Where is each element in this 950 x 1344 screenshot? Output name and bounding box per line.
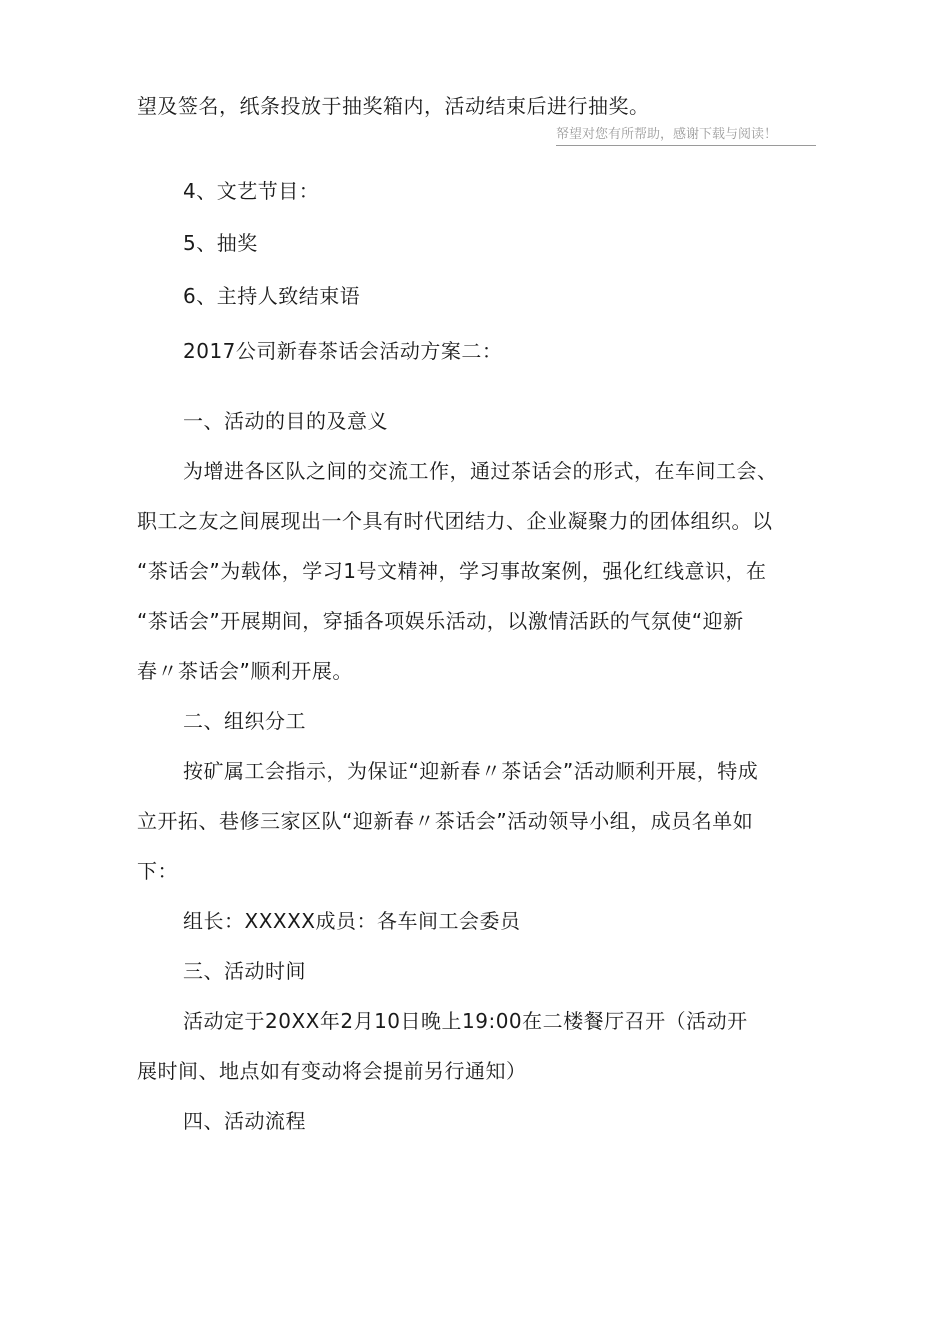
- section1-line-3: “茶话会”为载体，学习1号文精神，学习事故案例，强化红线意识，在: [137, 559, 767, 583]
- list-item-4: 4、文艺节目：: [183, 179, 320, 203]
- section3-heading: 三、活动时间: [183, 959, 306, 983]
- section3-line-2: 展时间、地点如有变动将会提前另行通知）: [137, 1059, 527, 1083]
- section2-line-1: 按矿属工会指示，为保证“迎新春〃茶话会”活动顺利开展，特成: [183, 759, 759, 783]
- section1-line-4: “茶话会”开展期间，穿插各项娱乐活动，以激情活跃的气氛使“迎新: [137, 609, 744, 633]
- section2-line-3: 下：: [137, 859, 178, 883]
- section3-line-1: 活动定于20XX年2月10日晚上19:00在二楼餐厅召开（活动开: [183, 1009, 748, 1033]
- section1-line-2: 职工之友之间展现出一个具有时代团结力、企业凝聚力的团体组织。以: [137, 509, 773, 533]
- continuation-line: 望及签名，纸条投放于抽奖箱内，活动结束后进行抽奖。: [137, 94, 650, 118]
- section4-heading: 四、活动流程: [183, 1109, 306, 1133]
- section2-line-4: 组长：XXXXX成员：各车间工会委员: [183, 909, 521, 933]
- section2-heading: 二、组织分工: [183, 709, 306, 733]
- section1-heading: 一、活动的目的及意义: [183, 409, 388, 433]
- list-item-6: 6、主持人致结束语: [183, 284, 361, 308]
- watermark-text: 帑望对您有所帮助，感谢下载与阅读！: [556, 126, 816, 146]
- plan-title: 2017公司新春茶话会活动方案二：: [183, 339, 503, 363]
- section2-line-2: 立开拓、巷修三家区队“迎新春〃茶话会”活动领导小组，成员名单如: [137, 809, 754, 833]
- list-item-5: 5、抽奖: [183, 231, 258, 255]
- section1-line-1: 为增进各区队之间的交流工作，通过茶话会的形式，在车间工会、: [183, 459, 778, 483]
- section1-line-5: 春〃茶话会”顺利开展。: [137, 659, 353, 683]
